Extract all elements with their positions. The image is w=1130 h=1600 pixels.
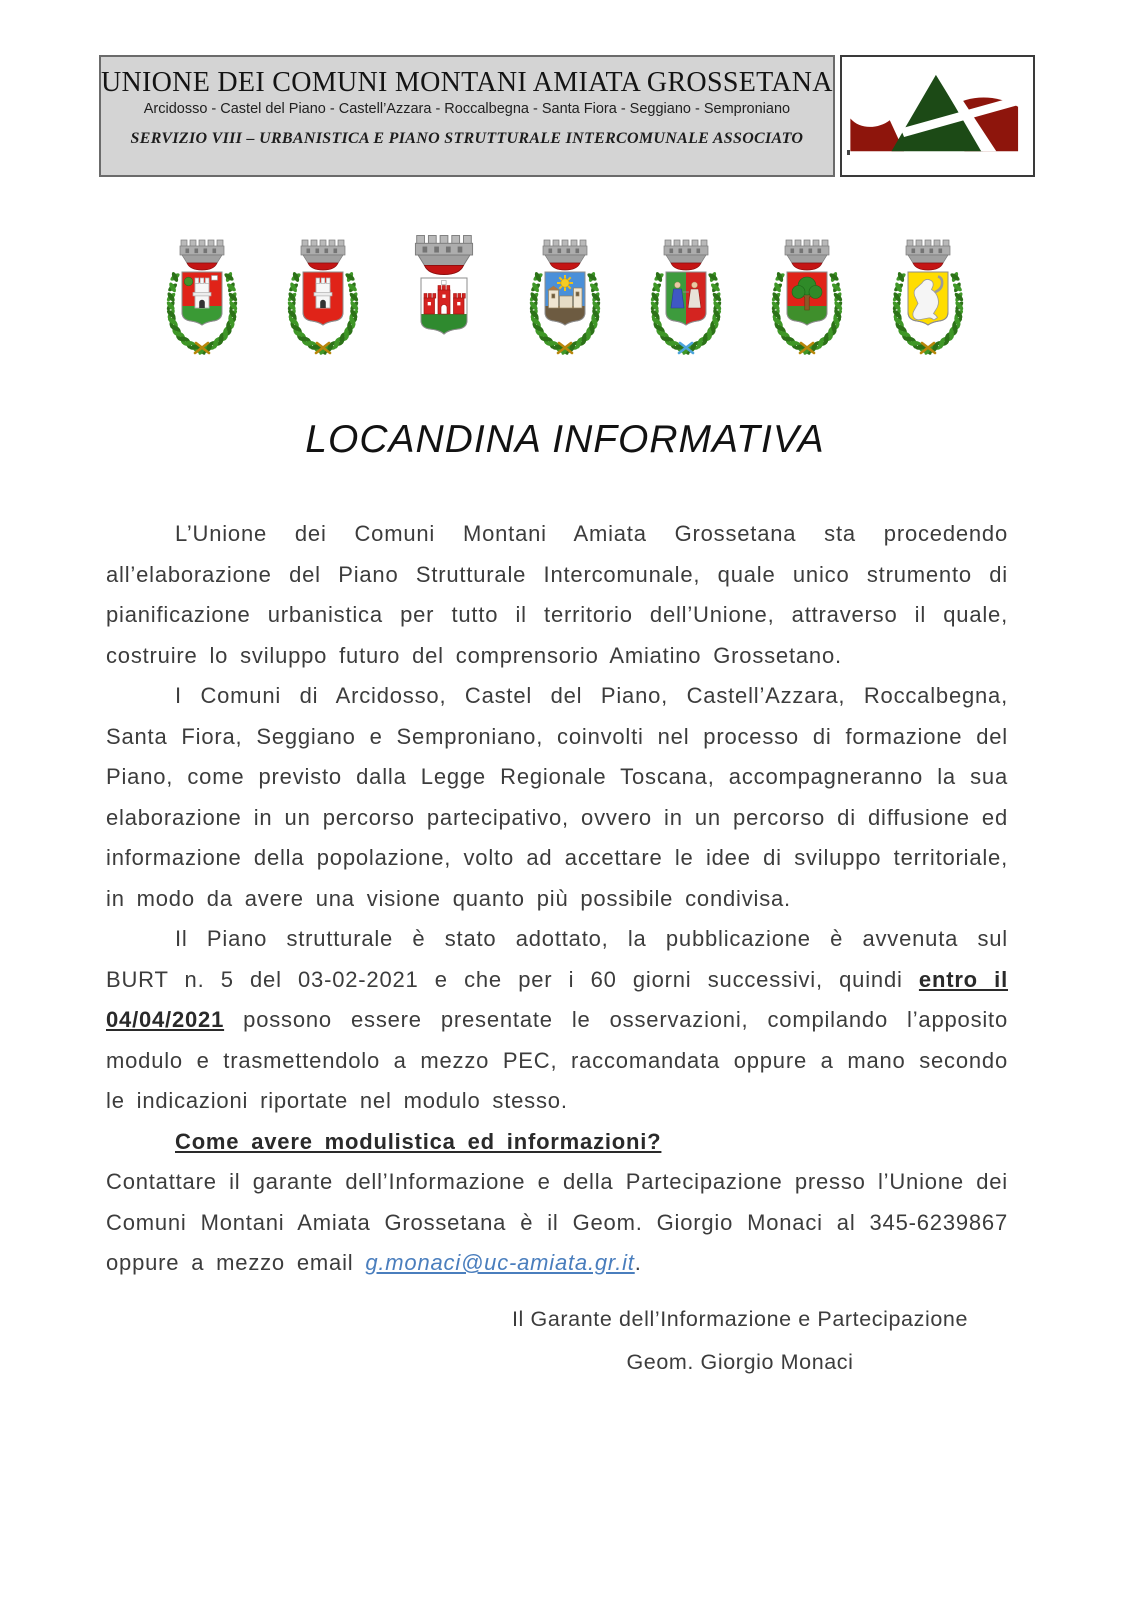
emblems-row <box>0 230 1130 370</box>
emblem-roccalbegna <box>515 230 615 370</box>
paragraph-text: . <box>634 1250 642 1275</box>
paragraph-intro: L’Unione dei Comuni Montani Amiata Grossetana sta procedendo all’elaborazione del Piano Strutturale Intercomunale, quale unico strumento di pianificazione urbanistica per tutto il territorio dell’Unione, attraverso il quale, costruire lo sviluppo futuro del comprensorio Amiatino Grossetano. <box>106 521 1008 668</box>
document-body <box>106 514 1008 1284</box>
semproniano-emblem-icon <box>878 230 978 370</box>
amiata-mountain-logo-icon <box>842 57 1033 175</box>
santa-fiora-emblem-icon <box>636 230 736 370</box>
paragraph-comuni: I Comuni di Arcidosso, Castel del Piano, Castell’Azzara, Roccalbegna, Santa Fiora, Seggiano e Semproniano, coinvolti nel processo di formazione del Piano, come previsto dalla Legge Regionale Toscana, accompagneranno la sua elaborazione in un percorso partecipativo, ovvero in un percorso di diffusione ed informazione della popolazione, volto ad accettare le idee di sviluppo territoriale, in modo da avere una visione quanto più possibile condivisa. <box>106 683 1008 911</box>
emblem-seggiano <box>757 230 857 370</box>
logo-box <box>840 55 1035 177</box>
header-box <box>99 55 835 177</box>
roccalbegna-emblem-icon <box>515 230 615 370</box>
paragraph-text: Contattare il garante dell’Informazione e della Partecipazione presso l’Unione dei Comuni Montani Amiata Grossetana è il Geom. Giorgio Monaci al 345-6239867 oppure a mezzo email <box>106 1169 1008 1275</box>
header <box>99 55 1035 177</box>
emblem-santa-fiora <box>636 230 736 370</box>
deadline-highlight: entro il 04/04/2021 <box>106 966 1008 1032</box>
paragraph-contact <box>106 1162 1008 1284</box>
page-title: LOCANDINA INFORMATIVA <box>305 418 825 461</box>
municipalities-line: Arcidosso - Castel del Piano - Castell’Azzara - Roccalbegna - Santa Fiora - Seggiano - Semproniano <box>143 101 791 118</box>
paragraph-adoption <box>106 919 1008 1122</box>
castell-azzara-emblem-icon <box>394 230 494 370</box>
paragraph-text: possono essere presentate le osservazioni, compilando l’apposito modulo e trasmettendolo a mezzo PEC, raccomandata oppure a mano secondo le indicazioni riportate nel modulo stesso. <box>106 1007 1008 1113</box>
signature-name: Geom. Giorgio Monaci <box>626 1350 854 1374</box>
emblem-castell-azzara <box>394 230 494 370</box>
emblem-arcidosso <box>152 230 252 370</box>
castel-del-piano-emblem-icon <box>273 230 373 370</box>
emblem-semproniano <box>878 230 978 370</box>
service-line: SERVIZIO VIII – URBANISTICA E PIANO STRUTTURALE INTERCOMUNALE ASSOCIATO <box>130 130 804 148</box>
union-title: UNIONE DEI COMUNI MONTANI AMIATA GROSSETANA <box>101 67 833 98</box>
heading-question <box>106 1122 1008 1163</box>
paragraph-text: Il Piano strutturale è stato adottato, la pubblicazione è avvenuta sul BURT n. 5 del 03-02-2021 e che per i 60 giorni successivi, quindi <box>106 926 1008 992</box>
stray-mark <box>847 150 850 155</box>
arcidosso-emblem-icon <box>152 230 252 370</box>
emblem-castel-del-piano <box>273 230 373 370</box>
email-link[interactable]: g.monaci@uc-amiata.gr.it <box>365 1250 635 1275</box>
signature-role: Il Garante dell’Informazione e Partecipazione <box>511 1307 969 1331</box>
signature-block <box>450 1298 1030 1384</box>
heading-question-text: Come avere modulistica ed informazioni? <box>175 1128 662 1154</box>
seggiano-emblem-icon <box>757 230 857 370</box>
